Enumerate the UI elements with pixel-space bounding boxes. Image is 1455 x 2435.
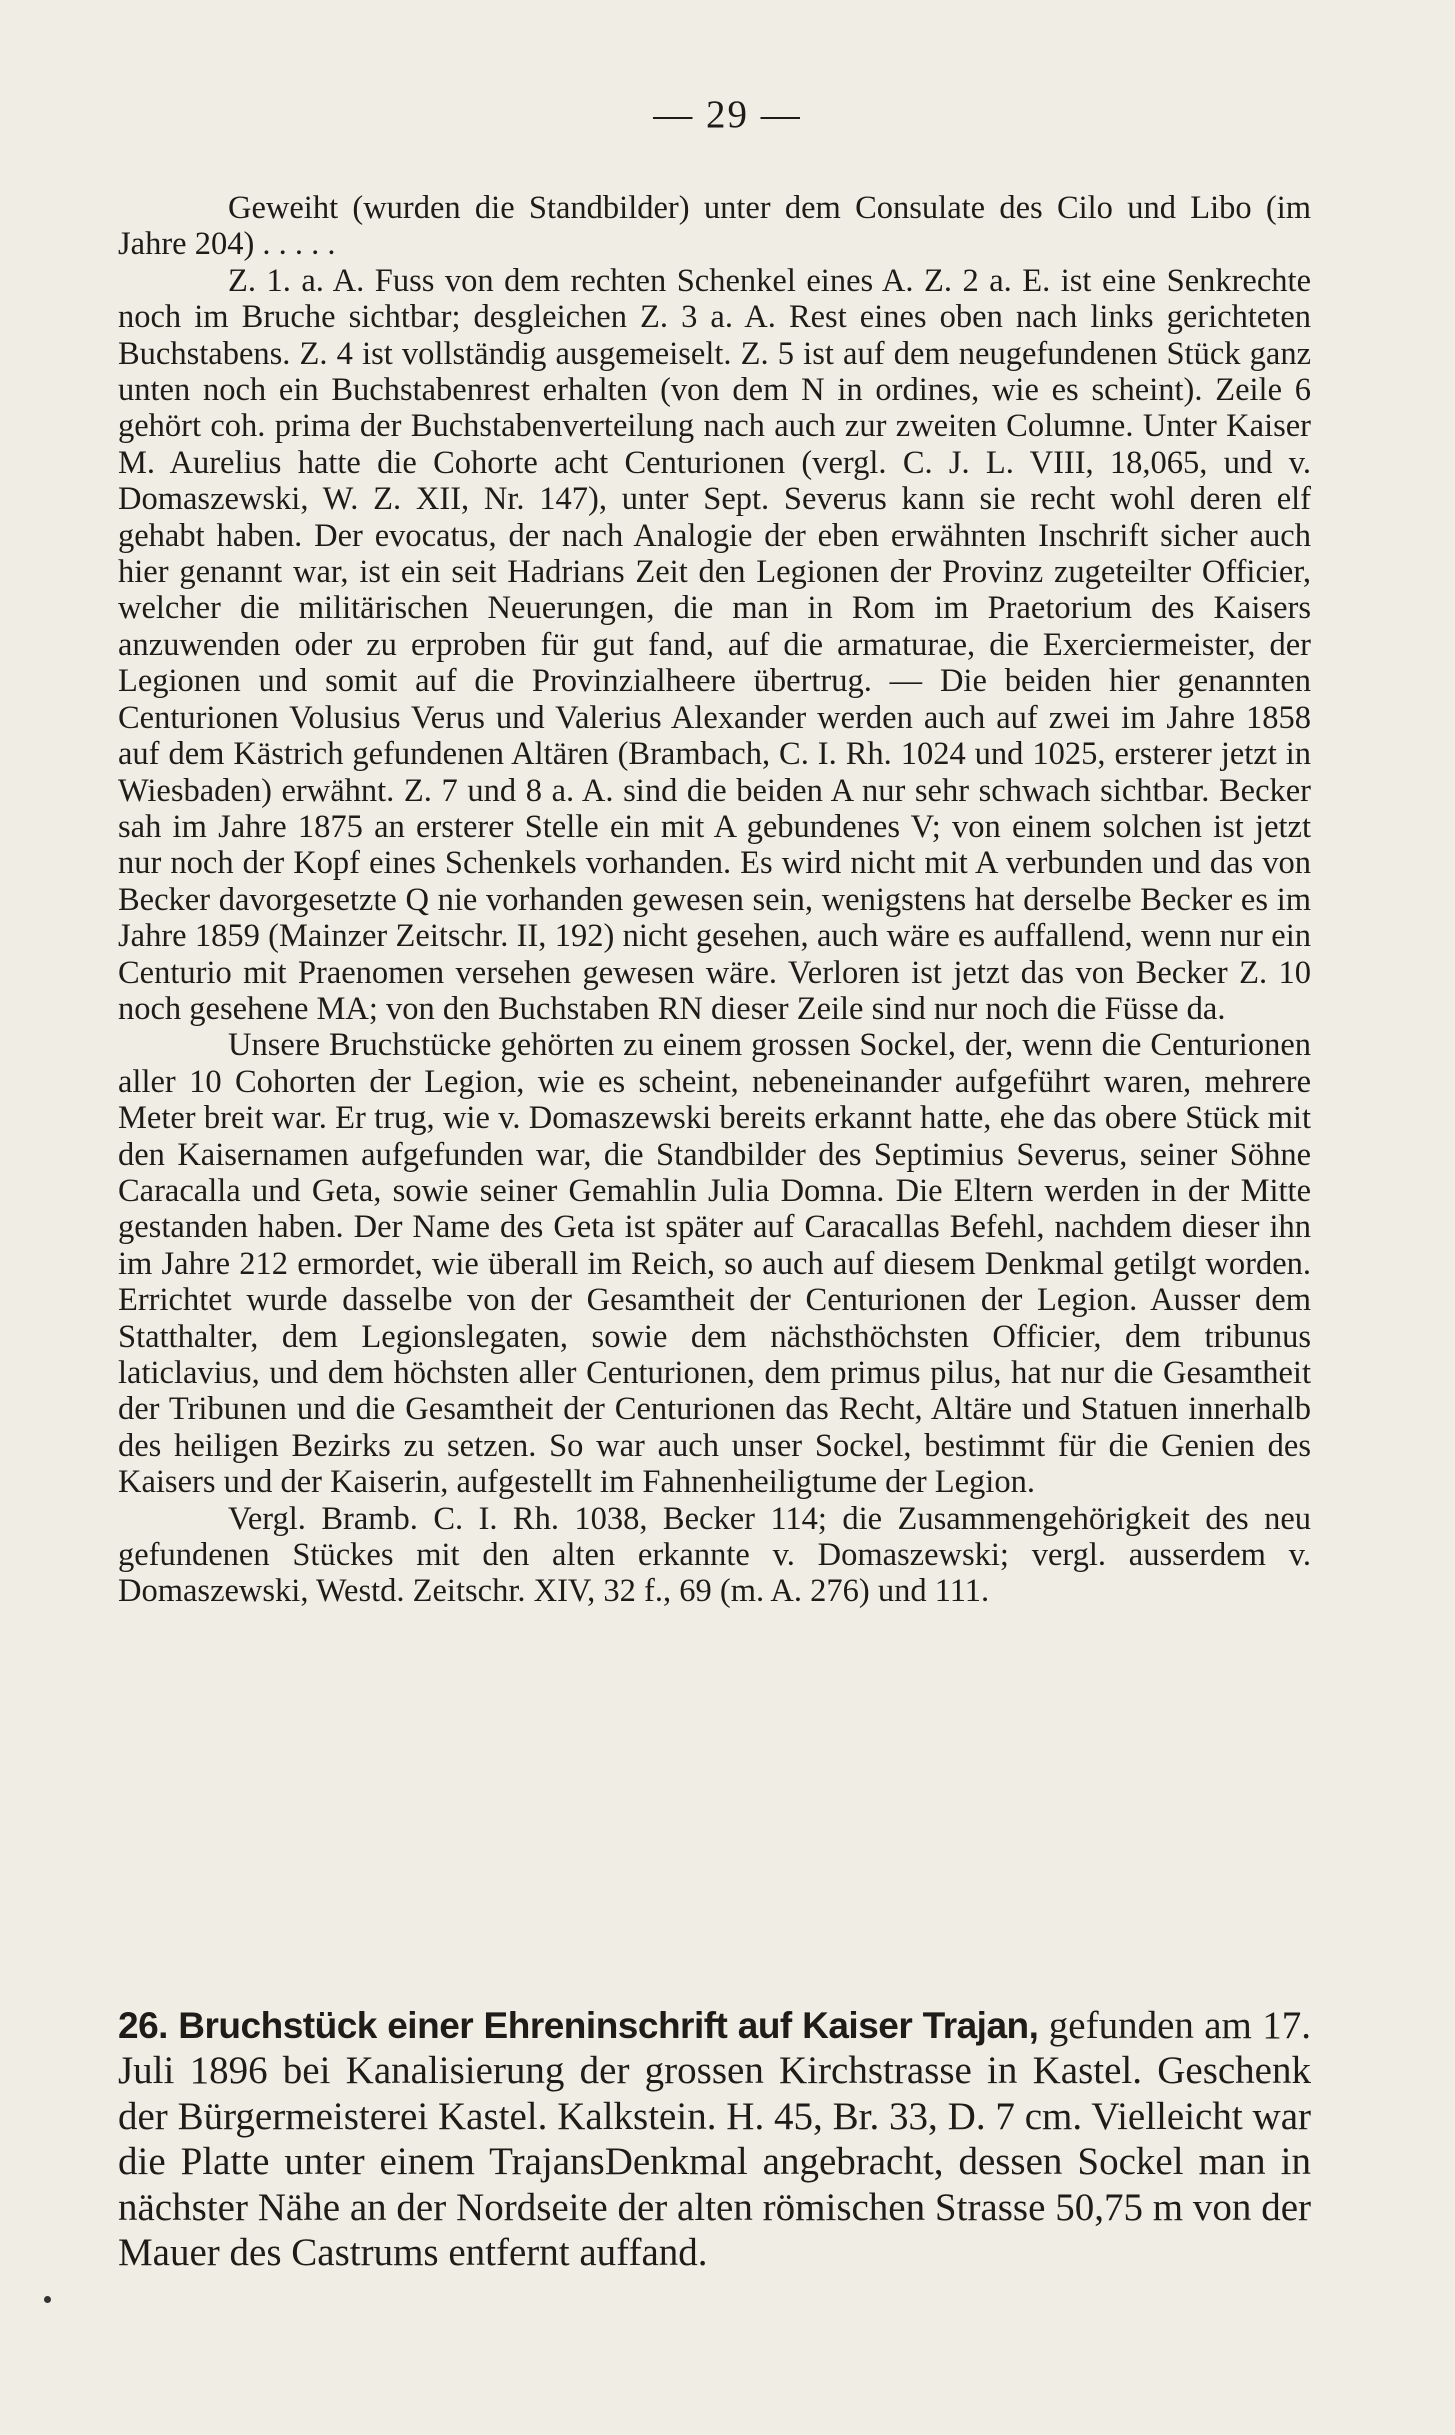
entry-body: gefunden am 17. Juli 1896 bei Kanalisierung der grossen Kirchstrasse in Kastel. Geschenk der Bürgermeisterei Kastel. Kalkstein. H. 45, Br. 33, D. 7 cm. Vielleicht war die Platte unter einem TrajansDenkmal angebracht, dessen Sockel man in nächster Nähe an der Nordseite der alten römischen Strasse 50,75 m von der Mauer des Castrums entfernt auffand.: [118, 2004, 1311, 2275]
entry-paragraph: [118, 2003, 1311, 2275]
commentary-text: [118, 190, 1311, 1610]
page-number: — 29 —: [653, 93, 802, 136]
ink-speck: [44, 2296, 51, 2303]
paragraph-line-notes: Z. 1. a. A. Fuss von dem rechten Schenkel eines A. Z. 2 a. E. ist eine Senkrechte noch im Bruche sichtbar; desgleichen Z. 3 a. A. Rest eines oben nach links gerichteten Buchstabens. Z. 4 ist vollständig ausgemeiselt. Z. 5 ist auf dem neugefundenen Stück ganz unten noch ein Buchstabenrest erhalten (von dem N in ordines, wie es scheint). Zeile 6 gehört coh. prima der Buchstabenverteilung nach auch zur zweiten Columne. Unter Kaiser M. Aurelius hatte die Cohorte acht Centurionen (vergl. C. J. L. VIII, 18,065, und v. Domaszewski, W. Z. XII, Nr. 147), unter Sept. Severus kann sie recht wohl deren elf gehabt haben. Der evocatus, der nach Analogie der eben erwähnten Inschrift sicher auch hier genannt war, ist ein seit Hadrians Zeit den Legionen der Provinz zugeteilter Officier, welcher die militärischen Neuerungen, die man in Rom im Praetorium des Kaisers anzuwenden oder zu erproben für gut fand, auf die armaturae, die Exerciermeister, der Legionen und somit auf die Provinzialheere übertrug. — Die beiden hier genannten Centurionen Volusius Verus und Valerius Alexander werden auch auf zwei im Jahre 1858 auf dem Kästrich gefundenen Altären (Brambach, C. I. Rh. 1024 und 1025, ersterer jetzt in Wiesbaden) erwähnt. Z. 7 und 8 a. A. sind die beiden A nur sehr schwach sichtbar. Becker sah im Jahre 1875 an ersterer Stelle ein mit A gebundenes V; von einem solchen ist jetzt nur noch der Kopf eines Schenkels vorhanden. Es wird nicht mit A verbunden und das von Becker davorgesetzte Q nie vorhanden gewesen sein, wenigstens hat derselbe Becker es im Jahre 1859 (Mainzer Zeitschr. II, 192) nicht gesehen, auch wäre es auffallend, wenn nur ein Centurio mit Praenomen versehen gewesen wäre. Verloren ist jetzt das von Becker Z. 10 noch gesehene MA; von den Buchstaben RN dieser Zeile sind nur noch die Füsse da.: [118, 262, 1311, 1027]
entry-number: 26.: [118, 2005, 168, 2046]
paragraph-references: Vergl. Bramb. C. I. Rh. 1038, Becker 114; die Zusammengehörigkeit des neu gefundenen Stückes mit den alten erkannte v. Domaszewski; vergl. ausserdem v. Domaszewski, Westd. Zeitschr. XIV, 32 f., 69 (m. A. 276) und 111.: [118, 1500, 1311, 1610]
catalogue-entry: [118, 2003, 1311, 2275]
paragraph-sockel: Unsere Bruchstücke gehörten zu einem grossen Sockel, der, wenn die Centurionen aller 10 Cohorten der Legion, wie es scheint, nebeneinander aufgeführt waren, mehrere Meter breit war. Er trug, wie v. Domaszewski bereits erkannt hatte, ehe das obere Stück mit den Kaisernamen aufgefunden war, die Standbilder des Septimius Severus, seiner Söhne Caracalla und Geta, sowie seiner Gemahlin Julia Domna. Die Eltern werden in der Mitte gestanden haben. Der Name des Geta ist später auf Caracallas Befehl, nachdem dieser ihn im Jahre 212 ermordet, wie überall im Reich, so auch auf diesem Denkmal getilgt worden. Errichtet wurde dasselbe von der Gesamtheit der Centurionen der Legion. Ausser dem Statthalter, dem Legionslegaten, sowie dem nächsthöchsten Officier, dem tribunus laticlavius, und dem höchsten aller Centurionen, dem primus pilus, hat nur die Gesamtheit der Tribunen und die Gesamtheit der Centurionen das Recht, Altäre und Statuen innerhalb des heiligen Bezirks zu setzen. So war auch unser Sockel, bestimmt für die Genien des Kaisers und der Kaiserin, aufgestellt im Fahnenheiligtume der Legion.: [118, 1027, 1311, 1501]
entry-heading: Bruchstück einer Ehreninschrift auf Kaiser Trajan,: [178, 2005, 1039, 2046]
paragraph-dedication: Geweiht (wurden die Standbilder) unter dem Consulate des Cilo und Libo (im Jahre 204) . . . . .: [118, 190, 1311, 263]
